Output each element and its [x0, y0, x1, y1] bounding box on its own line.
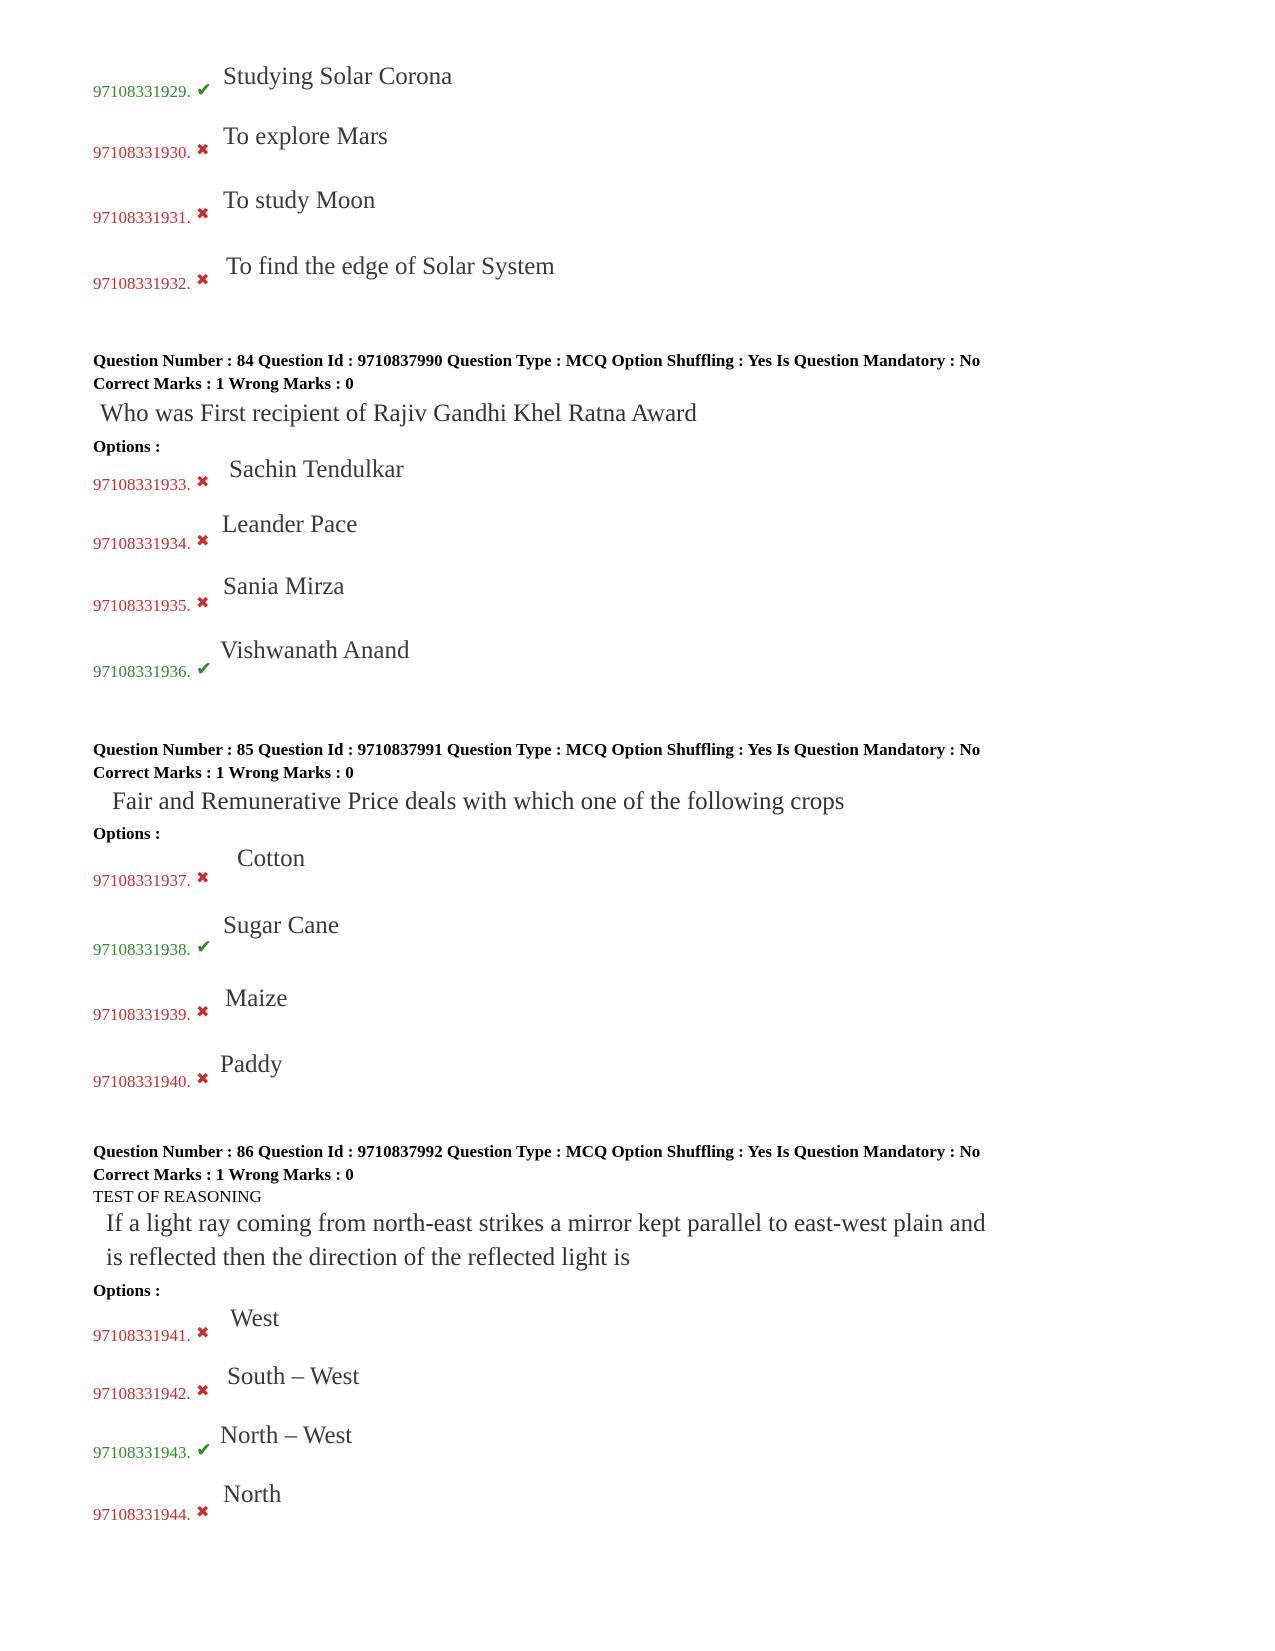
option-id: 97108331936.: [93, 662, 191, 681]
option-id: 97108331933.: [93, 475, 191, 494]
cross-icon: ✖: [196, 472, 210, 491]
options-label: Options :: [93, 824, 161, 843]
option-id: 97108331934.: [93, 534, 191, 553]
option-row: [93, 1480, 993, 1540]
question-header: Question Number : 85 Question Id : 9710837991 Question Type : MCQ Option Shuffling : Yes Is Question Mandatory : No: [93, 740, 981, 759]
cross-icon: ✖: [196, 531, 210, 550]
option-row: [93, 122, 993, 182]
option-row: [93, 1421, 993, 1481]
option-text: North: [223, 1481, 282, 1508]
check-icon: ✔: [196, 658, 212, 680]
option-row: [93, 252, 993, 312]
cross-icon: ✖: [196, 140, 210, 159]
option-row: [93, 62, 993, 122]
option-text: Sugar Cane: [223, 912, 339, 939]
option-text: West: [230, 1305, 280, 1332]
option-id: 97108331939.: [93, 1005, 191, 1024]
option-id: 97108331941.: [93, 1326, 191, 1345]
option-row: [93, 1050, 993, 1110]
option-id: 97108331942.: [93, 1384, 191, 1403]
option-row: [93, 1362, 993, 1422]
option-row: [93, 572, 993, 632]
option-row: [93, 984, 993, 1044]
cross-icon: ✖: [196, 1323, 210, 1342]
check-icon: ✔: [196, 1439, 212, 1461]
option-id: 97108331929.: [93, 82, 191, 101]
option-text: To study Moon: [223, 187, 376, 214]
cross-icon: ✖: [196, 1002, 210, 1021]
check-icon: ✔: [196, 79, 212, 101]
question-text: Who was First recipient of Rajiv Gandhi Khel Ratna Award: [100, 400, 697, 427]
cross-icon: ✖: [196, 1381, 210, 1400]
question-marks: Correct Marks : 1 Wrong Marks : 0: [93, 763, 354, 782]
option-text: Sachin Tendulkar: [229, 456, 404, 483]
option-text: Vishwanath Anand: [220, 637, 410, 664]
question-header: Question Number : 84 Question Id : 9710837990 Question Type : MCQ Option Shuffling : Yes Is Question Mandatory : No: [93, 351, 981, 370]
options-label: Options :: [93, 1281, 161, 1300]
option-text: Maize: [225, 985, 288, 1012]
cross-icon: ✖: [196, 1069, 210, 1088]
option-row: [93, 1304, 993, 1364]
option-row: [93, 510, 993, 570]
option-id: 97108331930.: [93, 143, 191, 162]
option-id: 97108331931.: [93, 208, 191, 227]
option-id: 97108331938.: [93, 940, 191, 959]
cross-icon: ✖: [196, 868, 210, 887]
option-id: 97108331944.: [93, 1505, 191, 1524]
option-text: North – West: [220, 1422, 353, 1449]
option-text: Studying Solar Corona: [223, 63, 453, 90]
option-text: To find the edge of Solar System: [226, 253, 555, 280]
question-text: If a light ray coming from north-east strikes a mirror kept parallel to east-west plain and is reflected then the direction of the reflected light is: [106, 1210, 986, 1271]
option-row: [93, 844, 993, 904]
question-text: Fair and Remunerative Price deals with which one of the following crops: [112, 788, 845, 815]
cross-icon: ✖: [196, 593, 210, 612]
section-label: TEST OF REASONING: [93, 1187, 262, 1206]
cross-icon: ✖: [196, 204, 210, 223]
check-icon: ✔: [196, 936, 212, 958]
option-row: [93, 911, 993, 971]
option-row: [93, 186, 993, 246]
option-id: 97108331940.: [93, 1072, 191, 1091]
option-id: 97108331937.: [93, 871, 191, 890]
cross-icon: ✖: [196, 270, 210, 289]
option-text: Paddy: [220, 1051, 283, 1078]
option-text: Leander Pace: [222, 511, 358, 538]
option-text: Cotton: [237, 845, 306, 872]
option-id: 97108331935.: [93, 596, 191, 615]
option-row: [93, 455, 993, 515]
option-id: 97108331943.: [93, 1443, 191, 1462]
question-marks: Correct Marks : 1 Wrong Marks : 0: [93, 374, 354, 393]
option-id: 97108331932.: [93, 274, 191, 293]
cross-icon: ✖: [196, 1502, 210, 1521]
option-text: South – West: [227, 1363, 360, 1390]
question-header: Question Number : 86 Question Id : 9710837992 Question Type : MCQ Option Shuffling : Yes Is Question Mandatory : No: [93, 1142, 981, 1161]
option-text: Sania Mirza: [223, 573, 345, 600]
option-row: [93, 636, 993, 696]
options-label: Options :: [93, 437, 161, 456]
option-text: To explore Mars: [223, 123, 388, 150]
question-marks: Correct Marks : 1 Wrong Marks : 0: [93, 1165, 354, 1184]
